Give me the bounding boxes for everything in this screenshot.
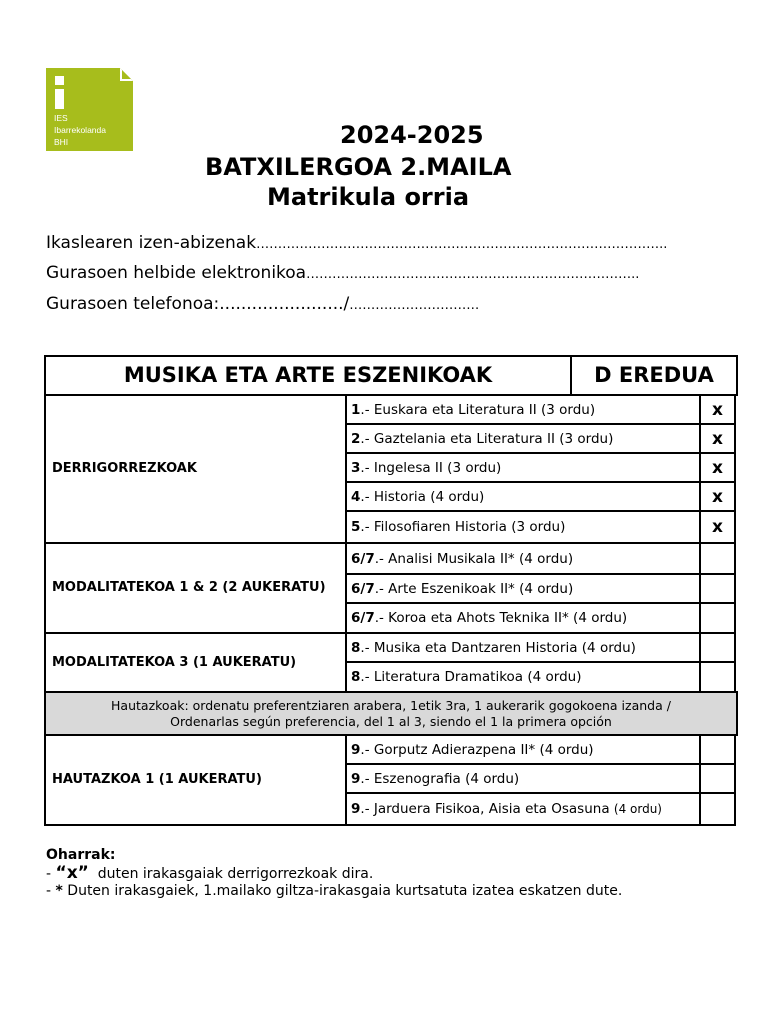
parent-email-label: Gurasoen helbide elektronikoa <box>46 263 307 283</box>
school-year-heading: 2024-2025 <box>340 121 484 149</box>
level-heading: BATXILERGOA 2.MAILA <box>205 153 512 181</box>
student-name-field[interactable] <box>46 232 667 256</box>
subject-row: 4 .- Historia (4 ordu) <box>345 481 701 512</box>
student-name-dots: ………………………………………………………………………………….. <box>256 237 668 252</box>
subject-row: 9 .- Gorputz Adierazpena II* (4 ordu) <box>345 734 701 765</box>
group-label-modality-1-2: MODALITATEKOA 1 & 2 (2 AUKERATU) <box>44 542 347 634</box>
note-compulsory: - “x” duten irakasgaiak derrigorrezkoak dira. <box>46 863 374 883</box>
subject-row: 8 .- Literatura Dramatikoa (4 ordu) <box>345 661 701 693</box>
elective-instructions <box>44 691 738 736</box>
group-label-elective-1: HAUTAZKOA 1 (1 AUKERATU) <box>44 734 347 826</box>
form-title: Matrikula orria <box>267 183 470 211</box>
subject-row: 9 .- Eszenografia (4 ordu) <box>345 763 701 794</box>
subject-checkbox[interactable]: x <box>699 423 736 454</box>
logo-graphic <box>46 68 133 151</box>
logo-text-1: IES <box>54 113 68 123</box>
subject-checkbox[interactable] <box>699 661 736 693</box>
model-label: D EREDUA <box>570 355 738 396</box>
subject-checkbox[interactable] <box>699 763 736 794</box>
instruction-line-eu: Hautazkoak: ordenatu preferentziaren arabera, 1etik 3ra, 1 aukerarik gogokoena izanda / <box>111 698 671 713</box>
subject-checkbox[interactable] <box>699 734 736 765</box>
subject-row: 8 .- Musika eta Dantzaren Historia (4 ordu) <box>345 632 701 663</box>
subject-checkbox[interactable]: x <box>699 452 736 483</box>
asterisk-mark: * <box>55 883 63 899</box>
subject-checkbox[interactable]: x <box>699 510 736 544</box>
logo-text-2: Ibarrekolanda <box>54 125 106 135</box>
student-name-label: Ikaslearen izen-abizenak <box>46 233 257 253</box>
subject-checkbox[interactable] <box>699 632 736 663</box>
instruction-line-es: Ordenarlas según preferencia, del 1 al 3, siendo el 1 la primera opción <box>170 714 612 729</box>
subject-row: 6/7 .- Analisi Musikala II* (4 ordu) <box>345 542 701 575</box>
subject-row: 2 .- Gaztelania eta Literatura II (3 ordu) <box>345 423 701 454</box>
parent-email-field[interactable] <box>46 262 639 286</box>
note-prerequisite: - * Duten irakasgaiek, 1.mailako giltza-irakasgaia kurtsatuta izatea eskatzen dute. <box>46 883 623 899</box>
parent-phone-dots: ………………………… <box>349 298 480 313</box>
parent-email-dots: ………………………………………………………………….. <box>306 267 640 282</box>
subject-checkbox[interactable] <box>699 542 736 575</box>
notes-title: Oharrak: <box>46 847 116 863</box>
subject-row: 5 .- Filosofiaren Historia (3 ordu) <box>345 510 701 544</box>
subject-checkbox[interactable] <box>699 573 736 604</box>
subject-row: 6/7 .- Arte Eszenikoak II* (4 ordu) <box>345 573 701 604</box>
subject-row: 6/7 .- Koroa eta Ahots Teknika II* (4 ordu) <box>345 602 701 634</box>
logo-text-3: BHI <box>54 137 69 147</box>
parent-phone-label: Gurasoen telefonoa:......................./ <box>46 294 350 314</box>
subject-row: 3 .- Ingelesa II (3 ordu) <box>345 452 701 483</box>
subject-checkbox[interactable]: x <box>699 481 736 512</box>
subject-row: 9 .- Jarduera Fisikoa, Aisia eta Osasuna (4 ordu) <box>345 792 701 826</box>
group-label-compulsory: DERRIGORREZKOAK <box>44 394 347 544</box>
group-label-modality-3: MODALITATEKOA 3 (1 AUKERATU) <box>44 632 347 693</box>
subject-checkbox[interactable] <box>699 792 736 826</box>
school-logo <box>46 68 133 151</box>
x-mark: “x” <box>55 863 89 883</box>
subject-row: 1 .- Euskara eta Literatura II (3 ordu) <box>345 394 701 425</box>
subject-checkbox[interactable] <box>699 602 736 634</box>
subjects-table <box>44 355 738 826</box>
table-title: MUSIKA ETA ARTE ESZENIKOAK <box>44 355 572 396</box>
parent-phone-field[interactable] <box>46 293 479 317</box>
subject-checkbox[interactable]: x <box>699 394 736 425</box>
